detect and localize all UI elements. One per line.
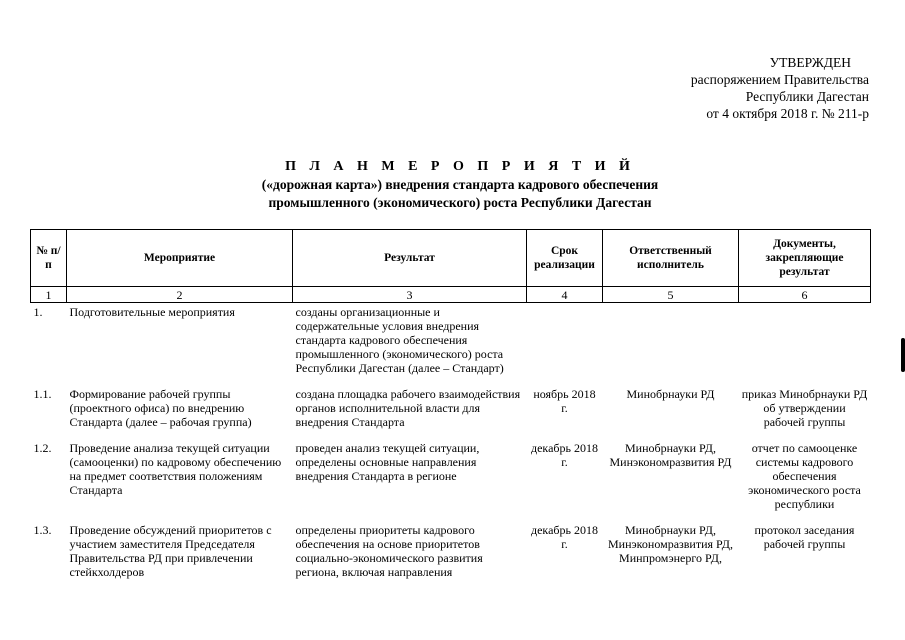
roadmap-table <box>30 229 871 589</box>
row-result: проведен анализ текущей ситуации, определены основные направления внедрения Стандарта в регионе <box>295 441 480 483</box>
row-activity: Подготовительные мероприятия <box>69 305 235 319</box>
row-number: 1.2. <box>33 441 52 455</box>
column-number-row <box>31 287 871 303</box>
row-executor: Минобрнауки РД, Минэкономразвития РД, Минпромэнерго РД, <box>608 523 733 565</box>
row-deadline: декабрь 2018 г. <box>531 523 598 551</box>
document-title: П Л А Н М Е Р О П Р И Я Т И Й <box>285 159 635 174</box>
table-row <box>31 303 871 386</box>
column-number: 3 <box>293 287 527 303</box>
row-executor <box>603 303 739 386</box>
row-documents: приказ Минобрнауки РД об утверждении рабочей группы <box>741 387 868 429</box>
row-number: 1.1. <box>33 387 52 401</box>
row-activity: Формирование рабочей группы (проектного офиса) по внедрению Стандарта (далее – рабочая группа) <box>69 387 252 429</box>
row-documents <box>739 303 871 386</box>
scan-edge-mark <box>901 338 905 372</box>
header-executor: Ответственный исполнитель <box>603 230 739 287</box>
header-activity: Мероприятие <box>67 230 293 287</box>
header-documents: Документы, закрепляющие результат <box>739 230 871 287</box>
row-number: 1.3. <box>33 523 52 537</box>
approval-stamp <box>639 54 869 122</box>
header-number: № п/п <box>31 230 67 287</box>
approval-line-3: от 4 октября 2018 г. № 211-р <box>706 106 869 121</box>
row-result: созданы организационные и содержательные условия внедрения стандарта кадрового обеспечения промышленного (экономического) роста Республики Дагестан (далее – Стандарт) <box>295 305 504 375</box>
row-executor: Минобрнауки РД <box>626 387 715 401</box>
table-row <box>31 439 871 521</box>
row-result: определены приоритеты кадрового обеспечения на основе приоритетов социально-экономического развития региона, включая направления <box>295 523 483 579</box>
document-subtitle-2: промышленного (экономического) роста Республики Дагестан <box>268 195 652 210</box>
table-header-row <box>31 230 871 287</box>
document-heading <box>180 158 740 212</box>
column-number: 5 <box>603 287 739 303</box>
table-row <box>31 521 871 589</box>
row-executor: Минобрнауки РД, Минэкономразвития РД <box>609 441 732 469</box>
row-deadline: декабрь 2018 г. <box>531 441 598 469</box>
approval-line-2: Республики Дагестан <box>745 89 869 104</box>
table-row <box>31 385 871 439</box>
row-activity: Проведение анализа текущей ситуации (самооценки) по кадровому обеспечению на предмет соответствия положениям Стандарта <box>69 441 282 497</box>
document-subtitle-1: («дорожная карта») внедрения стандарта кадрового обеспечения <box>261 177 659 192</box>
approval-line-1: распоряжением Правительства <box>690 72 869 87</box>
column-number: 6 <box>739 287 871 303</box>
row-result: создана площадка рабочего взаимодействия органов исполнительной власти для внедрения Стандарта <box>295 387 521 429</box>
header-result: Результат <box>293 230 527 287</box>
row-documents: отчет по самооценке системы кадрового обеспечения экономического роста республики <box>748 441 861 511</box>
approval-title: УТВЕРЖДЕН <box>769 55 851 70</box>
row-deadline: ноябрь 2018 г. <box>533 387 596 415</box>
row-activity: Проведение обсуждений приоритетов с участием заместителя Председателя Правительства РД при привлечении стейкхолдеров <box>69 523 272 579</box>
row-deadline <box>527 303 603 386</box>
column-number: 1 <box>31 287 67 303</box>
row-documents: протокол заседания рабочей группы <box>754 523 855 551</box>
header-deadline: Срок реализации <box>527 230 603 287</box>
column-number: 4 <box>527 287 603 303</box>
column-number: 2 <box>67 287 293 303</box>
row-number: 1. <box>33 305 43 319</box>
